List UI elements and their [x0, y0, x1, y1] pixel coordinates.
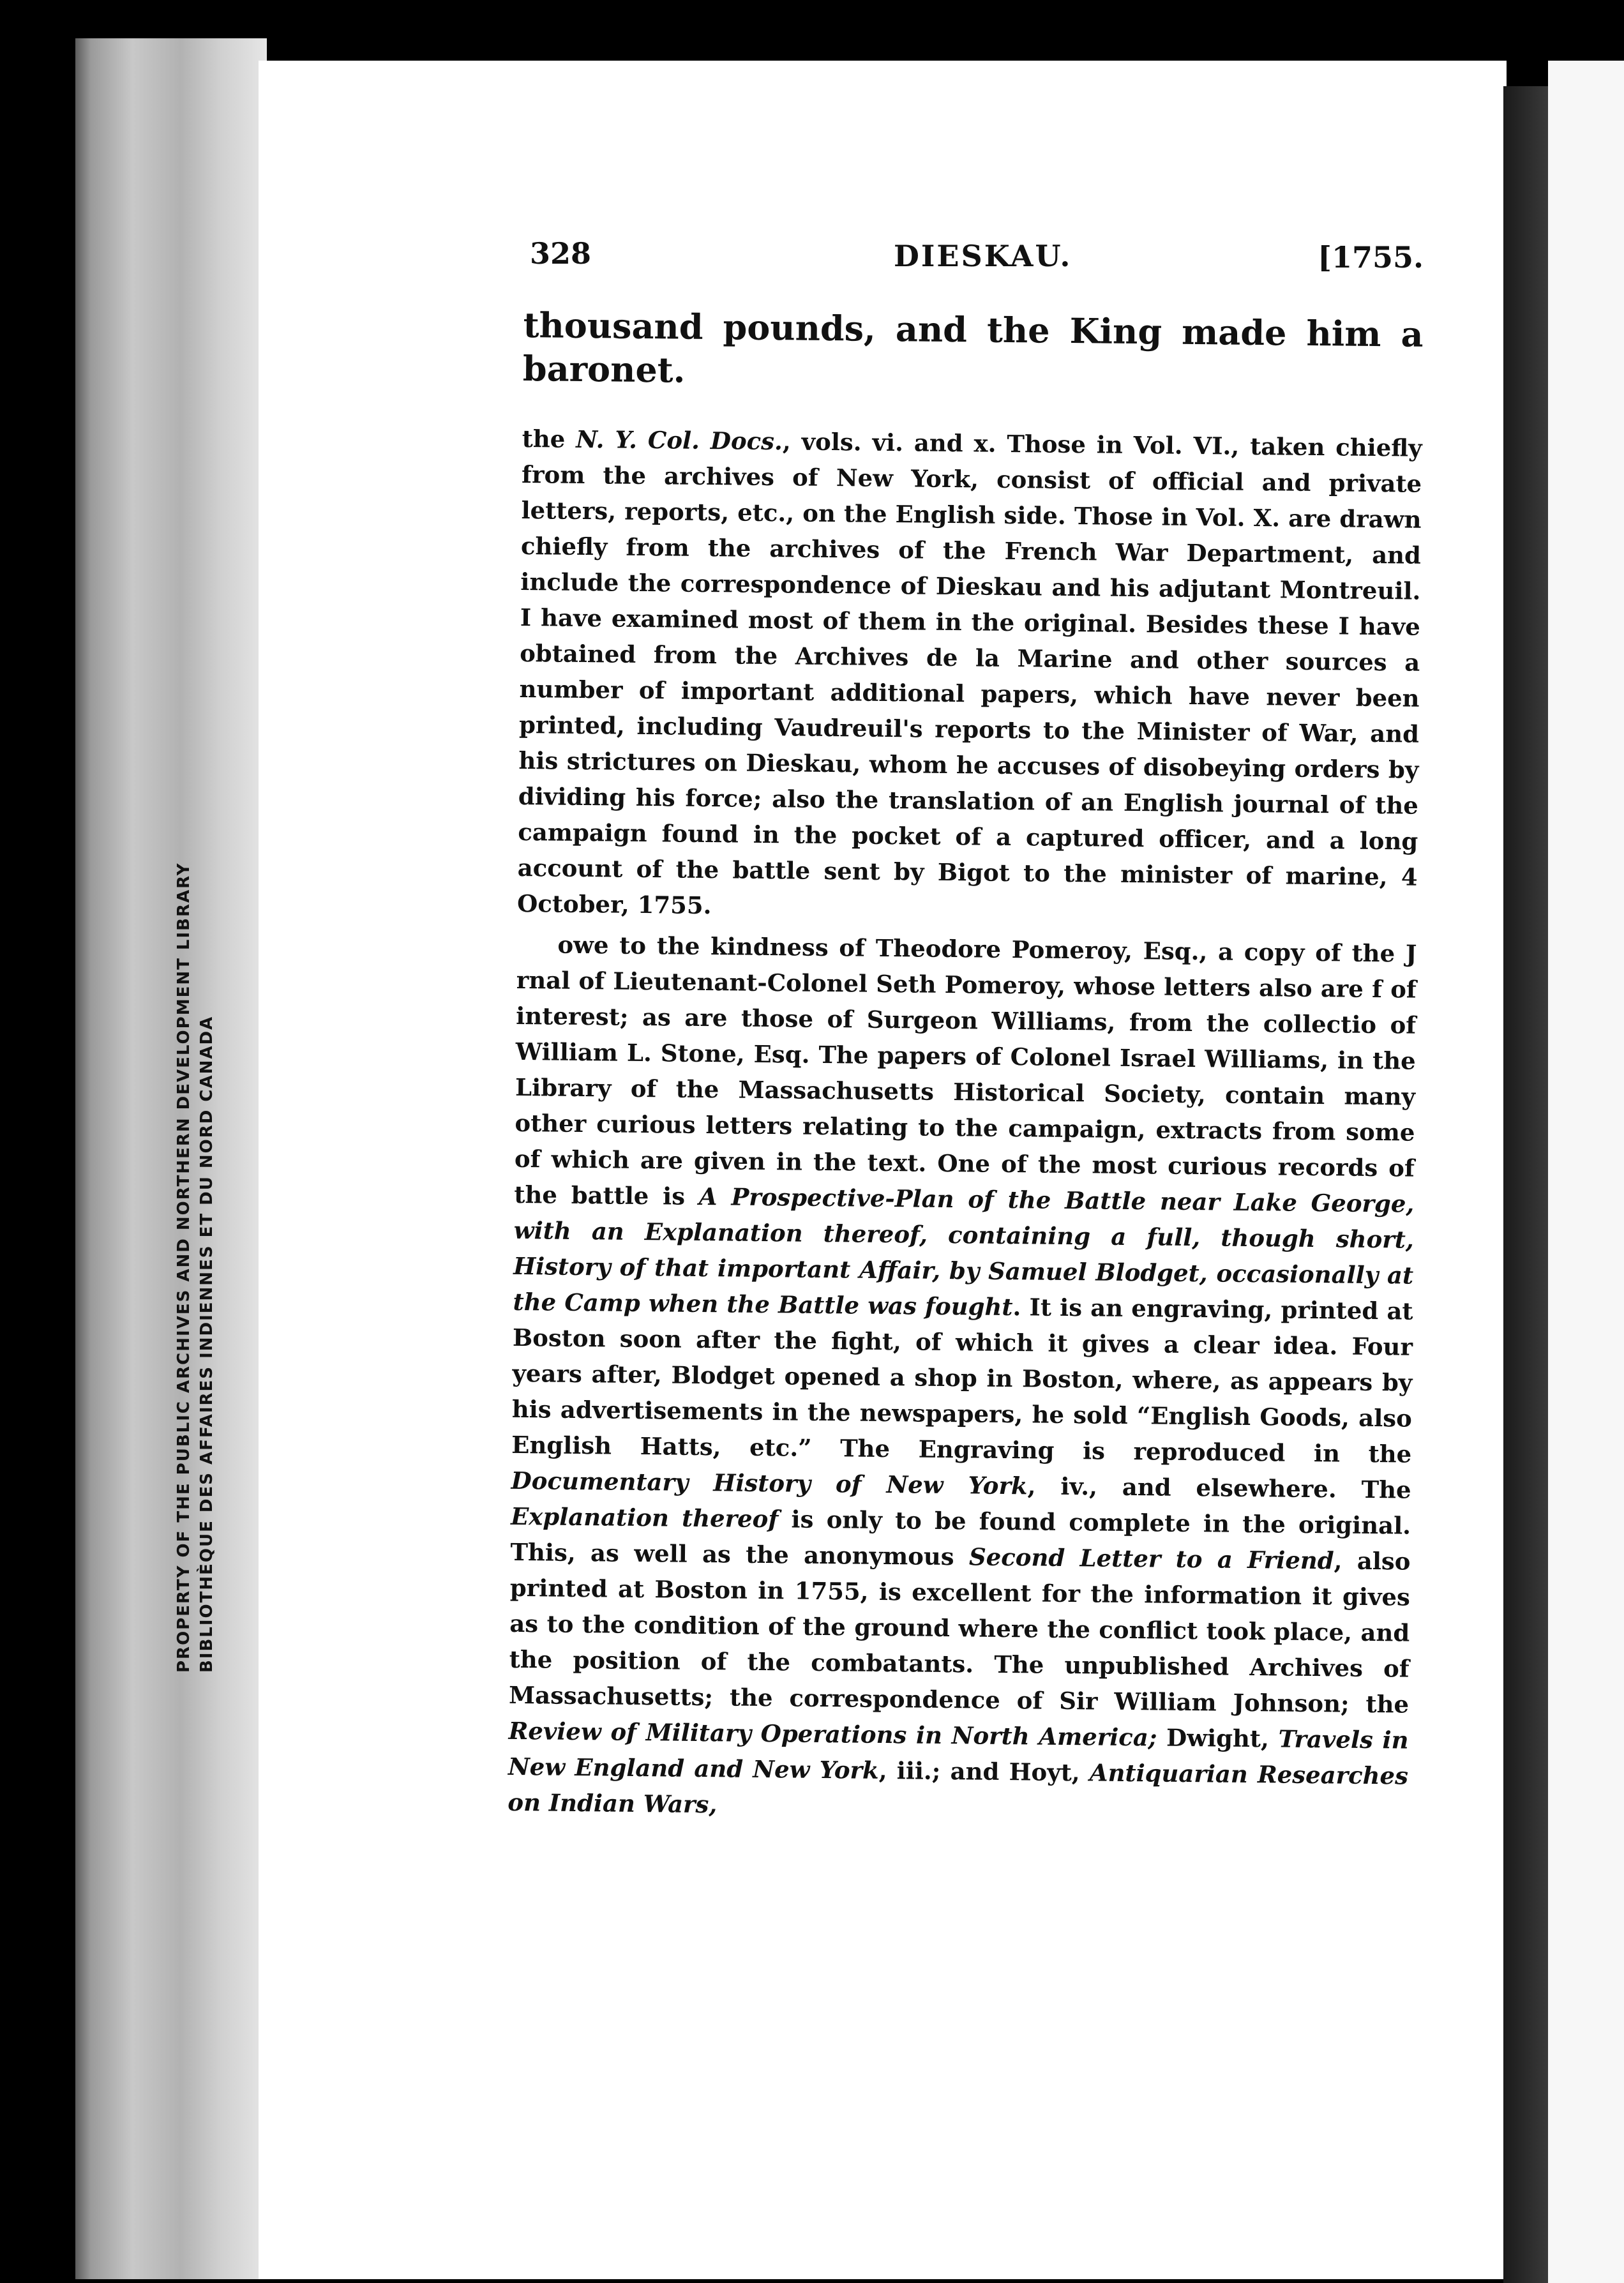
- footnote-paragraph-1: [517, 421, 1422, 931]
- italic-title-text: Review of Military Operations in North America;: [508, 1716, 1157, 1752]
- main-text-paragraph: thousand pounds, and the King made him a baronet.: [522, 304, 1424, 391]
- footnote-text-run: owe to the kindness of Theodore Pomeroy, Esq., a copy of the J rnal of Lieutenant-Colonel Seth Pomeroy, whose letters also are f of interest; as are those of Surgeon Williams, from the collectio of William L. Stone, Esq. The papers of Colonel Israel Williams, in the Library of the Massachusetts Historical Society, contain many other curious letters relating to the campaign, extracts from some of which are given in the text. One of the most curious records of the battle is: [514, 930, 1417, 1210]
- gutter-shadow: [1503, 86, 1548, 2283]
- italic-title-text: N. Y. Col. Docs.: [575, 425, 783, 456]
- footnote-paragraph-2: [508, 926, 1417, 1830]
- library-stamp-line-2: BIBLIOTHÈQUE DES AFFAIRES INDIENNES ET DU NORD CANADA: [197, 1015, 216, 1673]
- running-title: DIESKAU.: [894, 239, 1072, 273]
- footnote-text-run: , vols. vi. and x. Those in Vol. VI., taken chiefly from the archives of New York, consist of official and private letters, reports, etc., on the English side. Those in Vol. X. are drawn chiefly from the archives of the French War Department, and include the correspondence of Dieskau and his adjutant Montreuil. I have examined most of them in the original. Besides these I have obtained from the Archives de la Marine and other sources a number of important additional papers, which have never been printed, including Vaudreuil's reports to the Minister of War, and his strictures on Dieskau, whom he accuses of disobeying orders by dividing his force; also the translation of an English journal of the campaign found in the pocket of a captured officer, and a long account of the battle sent by Bigot to the minister of marine, 4 October, 1755.: [516, 427, 1422, 920]
- italic-title-text: Second Letter to a Friend: [968, 1542, 1334, 1575]
- page-number: 328: [530, 236, 592, 271]
- footnote-text-run: Dwight,: [1157, 1723, 1279, 1753]
- footnote-text-run: the: [522, 424, 576, 453]
- library-stamp-line-1: PROPERTY OF THE PUBLIC ARCHIVES AND NORTHERN DEVELOPMENT LIBRARY: [174, 862, 193, 1673]
- italic-title-text: Explanation thereof: [510, 1502, 779, 1533]
- italic-title-text: Antiquarian Researches on Indian Wars,: [508, 1758, 1409, 1819]
- running-header: [530, 236, 1424, 281]
- italic-title-text: Documentary History of New York: [511, 1466, 1028, 1500]
- footnote-text-run: . It is an engraving, printed at Boston soon after the fight, of which it gives a clear idea. Four years after, Blodget opened a shop in Boston, where, as appears by his advertisements in the newspapers, he sold “English Goods, also English Hatts, etc.” The Engraving is reproduced in the: [511, 1293, 1413, 1468]
- italic-title-text: A Prospective-Plan of the Battle near Lake George, with an Explanation thereof, containing a full, though short, History of that important Affair, by Samuel Blodget, occasionally at the Camp when the Battle was fought: [513, 1182, 1415, 1322]
- footnote-text-run: , iv., and elsewhere. The: [1027, 1472, 1411, 1504]
- header-year: [1755.: [1318, 240, 1424, 275]
- library-stamp: [172, 651, 249, 1673]
- footnote-text-run: is only to be found complete in the original. This, as well as the anonymous: [510, 1505, 1411, 1571]
- footnote-text-run: , iii.; and Hoyt,: [878, 1756, 1090, 1787]
- adjacent-page-edge: [1548, 61, 1624, 2283]
- page-body: [508, 303, 1424, 1830]
- footnote-text-run: , also printed at Boston in 1755, is excellent for the information it gives as to the condition of the ground where the conflict took place, and the position of the combatants. The unpublished Archives of Massachusetts; the correspondence of Sir William Johnson; the: [508, 1546, 1411, 1719]
- italic-title-text: Travels in New England and New York: [508, 1724, 1409, 1784]
